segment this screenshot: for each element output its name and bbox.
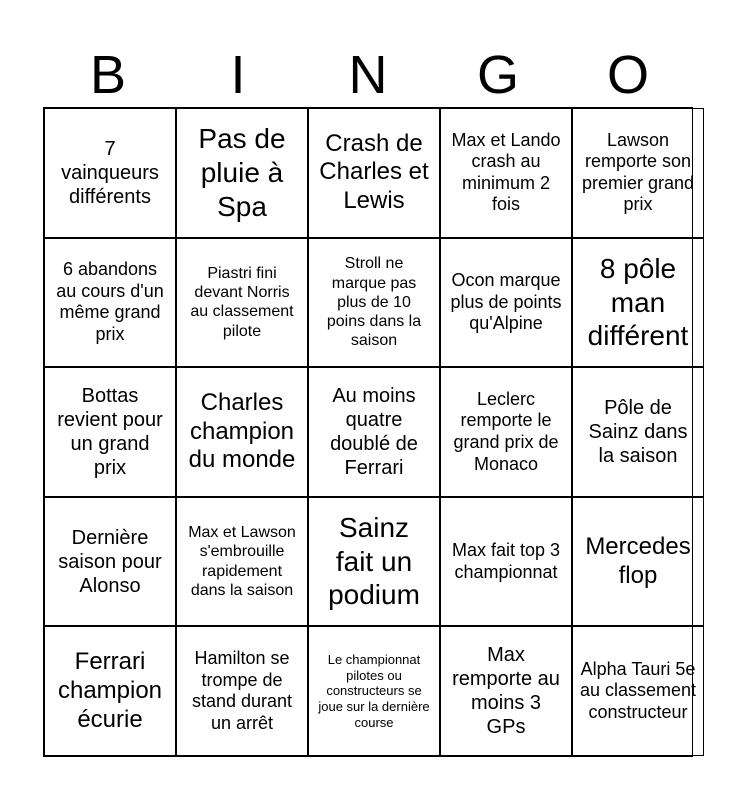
bingo-cell[interactable]: Charles champion du monde	[176, 367, 308, 497]
header-letter-b: B	[89, 45, 127, 105]
bingo-grid	[43, 107, 697, 757]
bingo-cell[interactable]: Pôle de Sainz dans la saison	[572, 367, 704, 497]
bingo-cell[interactable]: Ferrari champion écurie	[44, 626, 176, 756]
bingo-cell[interactable]: Alpha Tauri 5e au classement constructeur	[572, 626, 704, 756]
bingo-cell[interactable]: 8 pôle man différent	[572, 238, 704, 368]
header-letter-g: G	[476, 45, 519, 105]
bingo-cell[interactable]: Bottas revient pour un grand prix	[44, 367, 176, 497]
bingo-cell[interactable]: Ocon marque plus de points qu'Alpine	[440, 238, 572, 368]
bingo-cell[interactable]: Le championnat pilotes ou constructeurs se joue sur la dernière course	[308, 626, 440, 756]
bingo-cell[interactable]: Hamilton se trompe de stand durant un arrêt	[176, 626, 308, 756]
bingo-header	[43, 42, 693, 108]
bingo-cell[interactable]: Au moins quatre doublé de Ferrari	[308, 367, 440, 497]
bingo-cell[interactable]: Max remporte au moins 3 GPs	[440, 626, 572, 756]
bingo-cell[interactable]: Max fait top 3 championnat	[440, 497, 572, 627]
header-letter-i: I	[230, 45, 246, 105]
bingo-cell[interactable]: Piastri fini devant Norris au classement pilote	[176, 238, 308, 368]
bingo-cell[interactable]: Crash de Charles et Lewis	[308, 108, 440, 238]
bingo-cell[interactable]: Dernière saison pour Alonso	[44, 497, 176, 627]
bingo-cell[interactable]: Mercedes flop	[572, 497, 704, 627]
bingo-cell[interactable]: 7 vainqueurs différents	[44, 108, 176, 238]
header-letter-n: N	[348, 45, 388, 105]
bingo-cell[interactable]: Lawson remporte son premier grand prix	[572, 108, 704, 238]
bingo-cell[interactable]: Max et Lawson s'embrouille rapidement dans la saison	[176, 497, 308, 627]
header-letter-o: O	[606, 45, 649, 105]
bingo-cell[interactable]: 6 abandons au cours d'un même grand prix	[44, 238, 176, 368]
bingo-cell[interactable]: Pas de pluie à Spa	[176, 108, 308, 238]
bingo-cell[interactable]: Sainz fait un podium	[308, 497, 440, 627]
bingo-cell[interactable]: Leclerc remporte le grand prix de Monaco	[440, 367, 572, 497]
bingo-cell[interactable]: Max et Lando crash au minimum 2 fois	[440, 108, 572, 238]
bingo-cell[interactable]: Stroll ne marque pas plus de 10 poins dans la saison	[308, 238, 440, 368]
